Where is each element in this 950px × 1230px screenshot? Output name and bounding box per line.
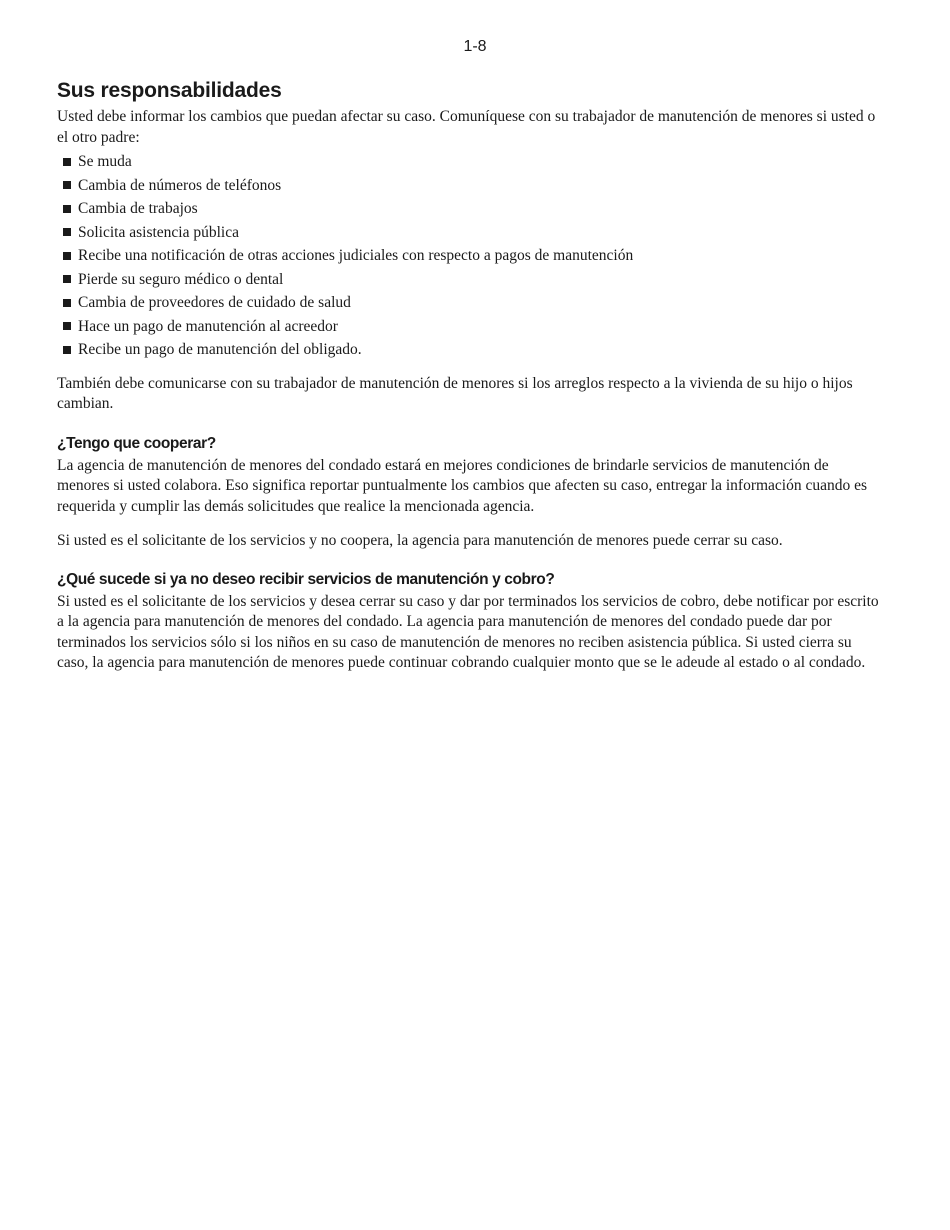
list-item bbox=[63, 197, 883, 221]
spacer bbox=[57, 362, 883, 374]
page-content bbox=[57, 78, 883, 674]
stop-services-paragraph: Si usted es el solicitante de los servicios y desea cerrar su caso y dar por terminados los servicios de cobro, debe notificar por escrito a la agencia para manutención de menores del condado. La agencia para manutención de menores del condado puede dar por terminados los servicios sólo si los niños en su caso de manutención de menores no reciben asistencia pública. Si usted cierra su caso, la agencia para manutención de menores puede continuar cobrando cualquier monto que se le adeude al estado o al condado. bbox=[57, 592, 879, 671]
list-item bbox=[63, 150, 883, 174]
square-bullet-icon bbox=[63, 322, 71, 330]
subheading-stop-services: ¿Qué sucede si ya no deseo recibir servicios de manutención y cobro? bbox=[57, 570, 555, 588]
responsibilities-list bbox=[57, 150, 883, 362]
square-bullet-icon bbox=[63, 252, 71, 260]
list-item-text: Cambia de proveedores de cuidado de salud bbox=[78, 294, 351, 311]
responsibilities-followup: También debe comunicarse con su trabajador de manutención de menores si los arreglos respecto a la vivienda de su hijo o hijos cambian. bbox=[57, 374, 853, 412]
responsibilities-intro: Usted debe informar los cambios que puedan afectar su caso. Comuníquese con su trabajador de manutención de menores si usted o el otro padre: bbox=[57, 108, 876, 146]
square-bullet-icon bbox=[63, 205, 71, 213]
square-bullet-icon bbox=[63, 181, 71, 189]
list-item-text: Solicita asistencia pública bbox=[78, 223, 239, 241]
list-item-text: Hace un pago de manutención al acreedor bbox=[78, 317, 338, 335]
list-item-text: Pierde su seguro médico o dental bbox=[78, 270, 284, 288]
square-bullet-icon bbox=[63, 299, 71, 307]
list-item bbox=[63, 338, 883, 362]
square-bullet-icon bbox=[63, 346, 71, 354]
list-item bbox=[63, 291, 883, 315]
cooperate-paragraph-2: Si usted es el solicitante de los servicios y no coopera, la agencia para manutención de menores puede cerrar su caso. bbox=[57, 532, 783, 549]
cooperate-paragraph-1: La agencia de manutención de menores del condado estará en mejores condiciones de brindarle servicios de manutención de menores si usted colabora. Eso significa reportar puntualmente los cambios que afecten su caso, entregar la información cuando es requerida y cumplir las demás solicitudes que realice la mencionada agencia. bbox=[57, 456, 868, 515]
square-bullet-icon bbox=[63, 158, 71, 166]
square-bullet-icon bbox=[63, 228, 71, 236]
section-title-responsibilities: Sus responsabilidades bbox=[57, 79, 282, 102]
list-item-text: Recibe un pago de manutención del obligado. bbox=[78, 341, 362, 358]
list-item-text: Se muda bbox=[78, 153, 132, 170]
list-item bbox=[63, 244, 883, 268]
spacer bbox=[57, 415, 883, 434]
square-bullet-icon bbox=[63, 275, 71, 283]
list-item bbox=[63, 315, 883, 339]
spacer bbox=[57, 552, 883, 570]
spacer bbox=[57, 517, 883, 531]
list-item-text: Cambia de trabajos bbox=[78, 200, 198, 217]
list-item-text: Recibe una notificación de otras acciones judiciales con respecto a pagos de manutención bbox=[78, 247, 634, 264]
list-item bbox=[63, 221, 883, 245]
subheading-cooperate: ¿Tengo que cooperar? bbox=[57, 434, 216, 452]
list-item-text: Cambia de números de teléfonos bbox=[78, 176, 282, 194]
list-item bbox=[63, 174, 883, 198]
page-number: 1-8 bbox=[463, 38, 487, 55]
list-item bbox=[63, 268, 883, 292]
